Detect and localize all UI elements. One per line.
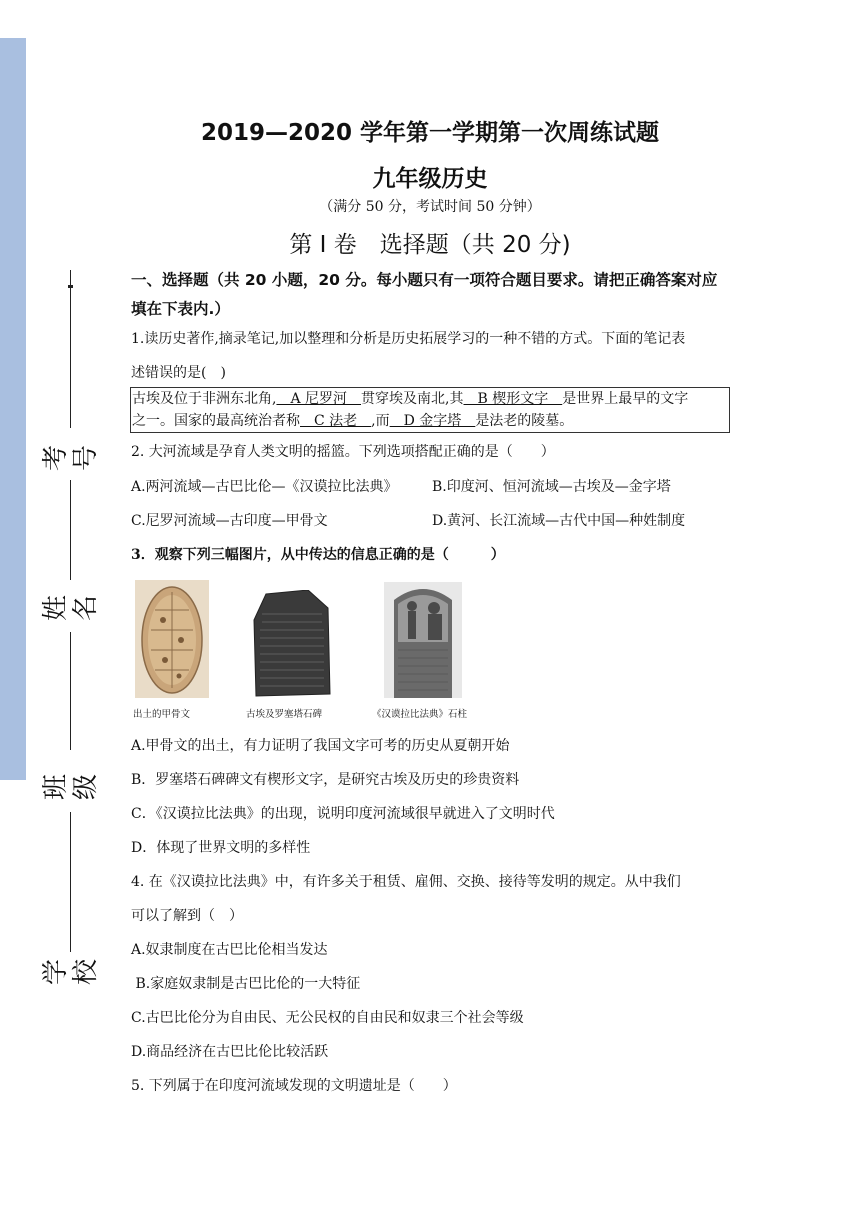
q3-option-b: B．罗塞塔石碑碑文有楔形文字，是研究古埃及历史的珍贵资料 [131,772,520,788]
binding-line [70,296,72,428]
binding-line [70,632,72,750]
exam-title: 2019—2020 学年第一学期第一次周练试题 [200,120,660,146]
q1-stem-line2: 述错误的是( ) [131,365,226,381]
student-info-column [41,270,101,1010]
q4-stem-line1: 4. 在《汉谟拉比法典》中，有许多关于租赁、雇佣、交换、接待等发明的规定。从中我们 [131,874,681,890]
part-title: 第 I 卷 选择题（共 20 分) [289,232,571,258]
q1-blank-c: C 法老 [300,413,372,429]
q1-notes-box [130,387,730,433]
rosetta-stone-image [252,590,332,698]
hammurabi-stele-image [384,582,462,698]
q3-stem: 3．观察下列三幅图片，从中传达的信息正确的是（ ） [131,547,505,563]
binding-line [70,480,72,580]
q1-stem-line1: 1.读历史著作,摘录笔记,加以整理和分析是历史拓展学习的一种不错的方式。下面的笔记表 [131,331,686,347]
q4-stem-line2: 可以了解到（ ） [131,908,243,924]
q3-option-d: D．体现了世界文明的多样性 [131,840,311,856]
q5-stem: 5. 下列属于在印度河流域发现的文明遗址是（ ） [131,1078,457,1094]
xuexiao-label: 学校 [41,959,101,986]
q1-box-text: ,而 [371,413,390,429]
binding-line [70,270,72,296]
q1-box-line2 [132,410,728,432]
q1-blank-a: A 尼罗河 [276,391,362,407]
binding-line [70,812,72,952]
exam-subtitle: 九年级历史 [372,166,488,192]
q1-box-text: 古埃及位于非洲东北角, [132,391,277,407]
q1-box-text: 贯穿埃及南北,其 [361,391,464,407]
q2-option-b: B.印度河、恒河流域—古埃及—金字塔 [432,479,671,495]
section-heading: 一、选择题（共 20 小题，20 分。每小题只有一项符合题目要求。请把正确答案对应填在下表内.） [131,271,718,318]
q3-option-c: C．《汉谟拉比法典》的出现，说明印度河流域很早就进入了文明时代 [131,806,555,822]
caption-oracle-bone: 出土的甲骨文 [133,709,191,720]
caption-rosetta-stone: 古埃及罗塞塔石碑 [246,709,323,720]
exam-note: （满分 50 分，考试时间 50 分钟） [319,199,541,215]
q2-stem: 2. 大河流域是孕育人类文明的摇篮。下列选项搭配正确的是（ ） [131,444,555,460]
q1-box-text: 是法老的陵墓。 [475,413,574,429]
kaohao-label: 考号 [41,445,101,472]
q2-option-a: A.两河流域—古巴比伦—《汉谟拉比法典》 [131,479,398,495]
q3-option-a: A.甲骨文的出土，有力证明了我国文字可考的历史从夏朝开始 [131,738,510,754]
q1-box-text: 是世界上最早的文字 [562,391,689,407]
xingming-label: 姓名 [41,595,101,622]
q1-box-line1 [132,388,728,410]
q1-blank-b: B 楔形文字 [463,391,563,407]
q1-box-text: 之一。国家的最高统治者称 [132,413,300,429]
banji-label: 班级 [41,774,101,801]
caption-hammurabi-stele: 《汉谟拉比法典》石柱 [372,709,468,720]
q4-option-a: A.奴隶制度在古巴比伦相当发达 [131,942,328,958]
q1-blank-d: D 金字塔 [389,413,476,429]
left-margin-band [0,38,26,780]
q2-option-c: C.尼罗河流域—古印度—甲骨文 [131,513,328,529]
q4-option-d: D.商品经济在古巴比伦比较活跃 [131,1044,329,1060]
q4-option-b: B.家庭奴隶制是古巴比伦的一大特征 [131,976,361,992]
q4-option-c: C.古巴比伦分为自由民、无公民权的自由民和奴隶三个社会等级 [131,1010,524,1026]
q2-option-d: D.黄河、长江流域—古代中国—种姓制度 [432,513,686,529]
oracle-bone-image [135,580,209,698]
binding-dot [68,285,73,288]
